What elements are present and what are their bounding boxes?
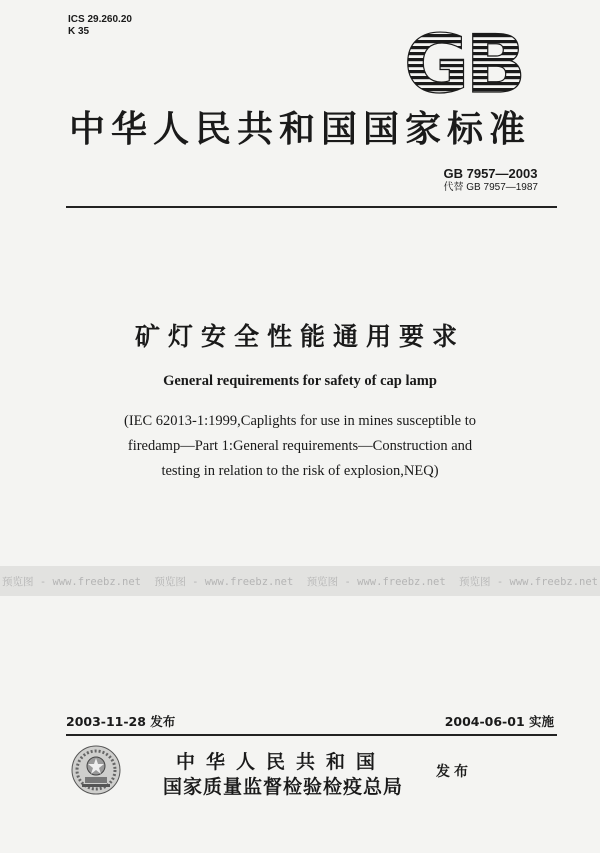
national-emblem-icon: [70, 744, 122, 796]
standard-number: GB 7957—2003: [443, 166, 538, 181]
ics-code: ICS 29.260.20: [68, 14, 132, 25]
document-title-english: General requirements for safety of cap lamp: [163, 373, 437, 389]
adoption-line-2: firedamp—Part 1:General requirements—Construction and: [127, 438, 473, 454]
watermark-text: 预览图 - www.freebz.net: [306, 575, 446, 588]
issue-date: 2003-11-28 发布: [66, 714, 176, 729]
watermark-text: 预览图 - www.freebz.net: [154, 575, 294, 588]
issuer-country: 中华人民共和国: [176, 751, 387, 773]
gb-logo-text: GB: [404, 28, 522, 98]
watermark-band: [0, 566, 600, 596]
implementation-date: 2004-06-01 实施: [444, 714, 554, 729]
national-standard-heading: 中华人民共和国国家标准: [68, 109, 531, 150]
classification-codes: [68, 14, 132, 38]
standard-number-block: [444, 166, 539, 194]
gb-logo: [404, 28, 522, 98]
watermark-text: 预览图 - www.freebz.net: [459, 575, 598, 588]
watermark-text: 预览图 - www.freebz.net: [2, 575, 141, 588]
top-divider: [66, 206, 557, 208]
adoption-line-3: testing in relation to the risk of explosion,NEQ): [161, 463, 439, 479]
class-code: K 35: [68, 26, 90, 37]
bottom-divider: [66, 734, 557, 736]
adoption-line-1: (IEC 62013-1:1999,Caplights for use in mines susceptible to: [124, 413, 476, 429]
replaced-standard: 代替 GB 7957—1987: [443, 182, 538, 193]
issue-label: 发布: [436, 764, 472, 780]
adoption-note: [120, 409, 480, 484]
issuer-agency: 国家质量监督检验检疫总局: [163, 776, 404, 798]
document-title-chinese: 矿灯安全性能通用要求: [134, 322, 465, 351]
